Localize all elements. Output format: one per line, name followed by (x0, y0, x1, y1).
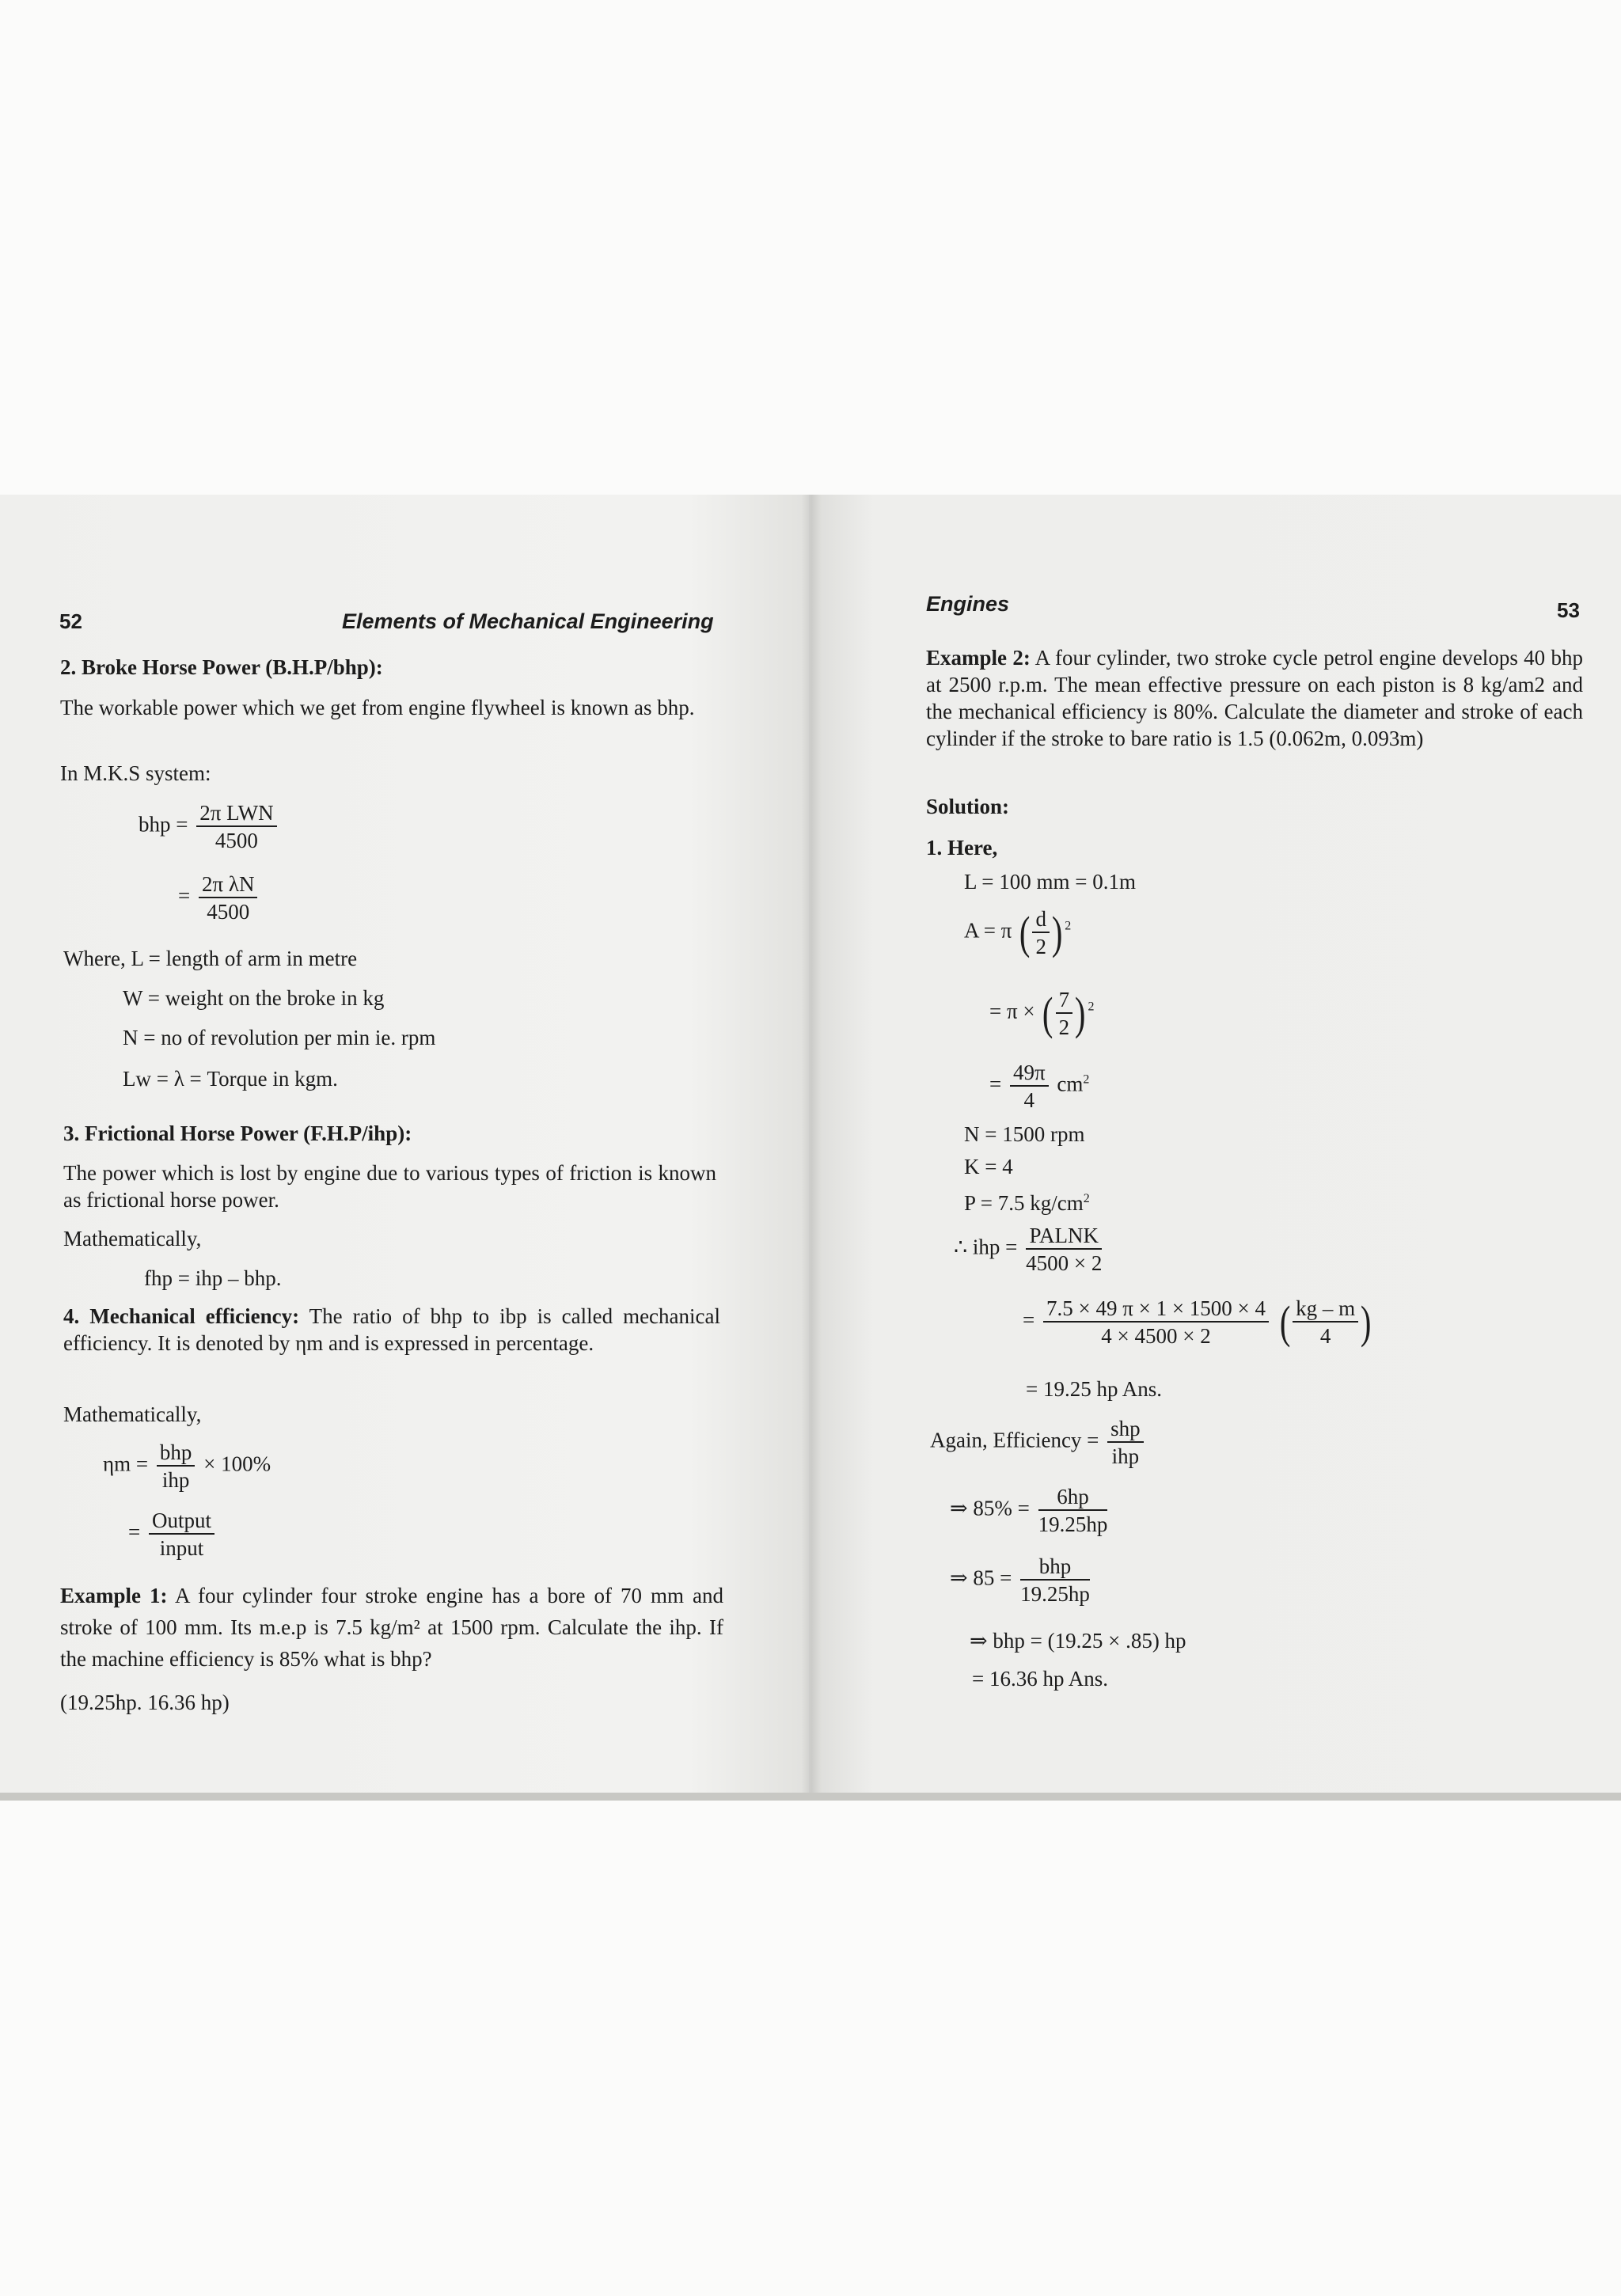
running-header: Engines (926, 592, 1010, 616)
result-ihp: = 19.25 hp Ans. (1026, 1377, 1162, 1401)
eq-lhs: bhp = (139, 812, 188, 837)
mathematically-label: Mathematically, (63, 1227, 202, 1250)
mechanical-efficiency-paragraph: 4. Mechanical efficiency: The ratio of bhp to ibp is called mechanical efficiency. It is denoted by ηm and is expressed in percentage. (63, 1304, 720, 1355)
area-formula-2: = π × ( $\frac{7}{2}$ ) $^2$ (989, 987, 1095, 1039)
ihp-calculation: = $\frac{7.5 \times 49 \pi \times 1 \times 1500 \times 4}{4 \times 4500 \times 2}$ ( $\frac{kg - m}{4}$ ) (1023, 1296, 1372, 1348)
example-1: Example 1: A four cylinder four stroke engine has a bore of 70 mm and stroke of 100 mm. Its m.e.p is 7.5 kg/m² at 1500 rpm. Calculate the ihp. If the machine efficiency is 85% what is bhp? (60, 1584, 724, 1671)
given-N: N = 1500 rpm (964, 1122, 1085, 1146)
eq-lhs: = (178, 883, 191, 908)
fraction: $\frac{\text{PALNK}}{4500 \times 2}$ (1026, 1224, 1103, 1275)
section-heading-fhp: 3. Frictional Horse Power (F.H.P/ihp): (63, 1121, 412, 1145)
fraction: $\frac{6hp}{19.25hp}$ (1038, 1485, 1108, 1536)
efficiency-step-1: ⇒ 85% = $\frac{6hp}{19.25hp}$ (950, 1485, 1108, 1536)
section-heading-efficiency: 4. Mechanical efficiency: (63, 1304, 300, 1328)
bhp-formula-1 (139, 801, 280, 852)
efficiency-formula-2: = $\frac{\text{Output}}{\text{input}}$ (128, 1509, 218, 1560)
mks-label: In M.K.S system: (60, 761, 211, 785)
example-1-answer: (19.25hp. 16.36 hp) (60, 1691, 230, 1714)
fraction: $\frac{\text{2π λN}}{4500}$ (199, 872, 257, 924)
efficiency-step-2: ⇒ 85 = $\frac{\text{bhp}}{19.25hp}$ (950, 1554, 1090, 1606)
bhp-formula-2 (178, 872, 260, 924)
page-number: 53 (1557, 598, 1580, 622)
given-L: L = 100 mm = 0.1m (964, 870, 1136, 894)
efficiency-formula-1: ηm = $\frac{\text{bhp}}{\text{ihp}}$ × 100% (103, 1440, 271, 1492)
where-line-4: Lw = λ = Torque in kgm. (123, 1067, 338, 1091)
fraction: $\frac{\text{shp}}{\text{ihp}}$ (1107, 1417, 1144, 1468)
fhp-formula: fhp = ihp – bhp. (144, 1266, 282, 1290)
section-heading-bhp: 2. Broke Horse Power (B.H.P/bhp): (60, 655, 383, 679)
given-K: K = 4 (964, 1155, 1013, 1178)
efficiency-formula: Again, Efficiency = $\frac{\text{shp}}{\text{ihp}}$ (930, 1417, 1147, 1468)
page-bottom-edge (0, 1793, 1621, 1801)
page-number: 52 (59, 609, 82, 633)
fraction: $\frac{49\pi}{4}$ (1010, 1061, 1049, 1112)
where-line-2: W = weight on the broke in kg (123, 986, 385, 1010)
fraction: $\frac{d}{2}$ (1032, 907, 1050, 958)
fraction: $\frac{\text{Output}}{\text{input}}$ (149, 1509, 214, 1560)
fraction: $\frac{7.5 \times 49 \pi \times 1 \times 1500 \times 4}{4 \times 4500 \times 2}$ (1043, 1296, 1269, 1348)
step-1-label: 1. Here, (926, 836, 998, 860)
given-P: P = 7.5 $kg/cm^2$ (964, 1191, 1090, 1215)
where-line-1: Where, L = length of arm in metre (63, 947, 358, 970)
fraction: $\frac{\text{bhp}}{19.25hp}$ (1020, 1554, 1090, 1606)
solution-label: Solution: (926, 795, 1010, 818)
bhp-calculation: ⇒ bhp = (19.25 × .85) hp (970, 1629, 1186, 1653)
fraction: $\frac{7}{2}$ (1056, 988, 1073, 1039)
fraction: $\frac{\text{2π LWN}}{4500}$ (196, 801, 276, 852)
book-gutter (801, 495, 822, 1801)
bhp-paragraph: The workable power which we get from engine flywheel is known as bhp. (60, 696, 695, 719)
unit-fraction: $\frac{kg - m}{4}$ (1293, 1296, 1358, 1348)
area-formula-3: = $\frac{49\pi}{4}$ $cm^2$ (989, 1061, 1090, 1112)
where-line-3: N = no of revolution per min ie. rpm (123, 1026, 436, 1049)
mathematically-label-2: Mathematically, (63, 1402, 202, 1426)
result-bhp: = 16.36 hp Ans. (972, 1667, 1108, 1691)
example-2: Example 2: A four cylinder, two stroke cycle petrol engine develops 40 bhp at 2500 r.p.m. The mean effective pressure on each piston is 8 kg/am2 and the mechanical efficiency is 80%. Calculate the diameter and stroke of each cylinder if the stroke to bare ratio is 1.5 (0.062m, 0.093m) (926, 646, 1583, 750)
area-formula-1: A = π ( $\frac{d}{2}$ ) $^2$ (964, 906, 1072, 958)
fhp-paragraph: The power which is lost by engine due to various types of friction is known as frictional horse power. (63, 1161, 716, 1212)
ihp-formula: ∴ ihp = $\frac{\text{PALNK}}{4500 \times 2}$ (954, 1224, 1103, 1275)
running-header: Elements of Mechanical Engineering (342, 609, 714, 633)
fraction: $\frac{\text{bhp}}{\text{ihp}}$ (157, 1440, 196, 1492)
